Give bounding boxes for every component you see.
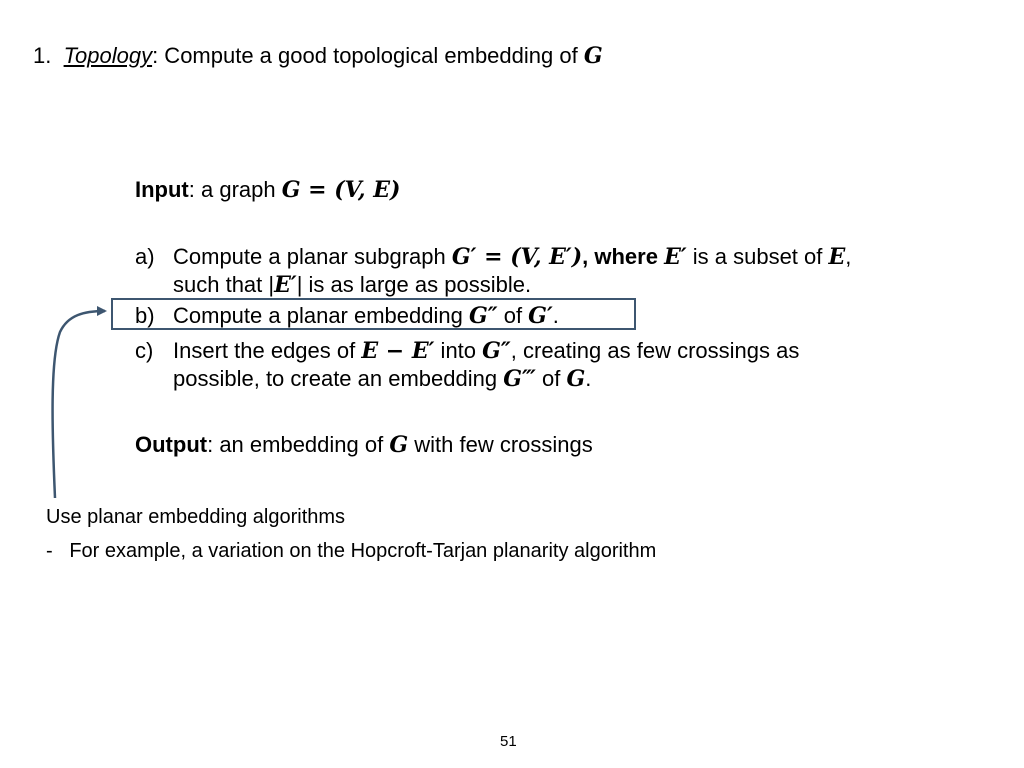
- heading-topic: Topology: [63, 43, 153, 68]
- output-text: : an embedding of: [207, 432, 390, 457]
- step-a-var2: E: [828, 244, 846, 270]
- heading-var: G: [583, 43, 603, 69]
- step-a-text: Compute a planar subgraph: [173, 244, 452, 269]
- step-b-text: Compute a planar embedding: [173, 303, 469, 328]
- step-c-formula: E − E′: [361, 338, 435, 364]
- step-c-line2-var: G‴: [503, 366, 536, 392]
- step-b-text3: .: [552, 303, 559, 328]
- step-b-text2: of: [497, 303, 529, 328]
- step-b-var2: G′: [528, 303, 553, 329]
- step-c-text3: , creating as few crossings as: [510, 338, 800, 363]
- step-c-text2: into: [434, 338, 483, 363]
- output-label: Output: [135, 432, 208, 457]
- input-formula: G = (V, E): [281, 177, 401, 203]
- step-b-label: b): [135, 303, 155, 328]
- arrow-curve: [53, 311, 105, 498]
- step-c-label: c): [135, 338, 154, 363]
- step-a-label: a): [135, 244, 155, 269]
- output-text2: with few crossings: [408, 432, 593, 457]
- step-c-line2-text: possible, to create an embedding: [173, 366, 504, 391]
- step-c-var: G″: [482, 338, 511, 364]
- output-var: G: [389, 432, 409, 458]
- page-number: 51: [500, 733, 517, 750]
- step-c-line2-text2: of: [535, 366, 567, 391]
- heading-text: : Compute a good topological embedding of: [152, 43, 584, 68]
- step-a-line2-text: such that |: [173, 272, 275, 297]
- note-line1: Use planar embedding algorithms: [46, 506, 346, 528]
- step-a-formula: G′ = (V, E′): [451, 244, 583, 270]
- input-text: : a graph: [188, 177, 282, 202]
- heading-number: 1.: [33, 43, 52, 68]
- step-b-var: G″: [468, 303, 498, 329]
- step-a-var: E′: [664, 244, 687, 270]
- step-a-line2-text2: | is as large as possible.: [296, 272, 532, 297]
- step-c-line2-text3: .: [585, 366, 592, 391]
- step-c-text: Insert the edges of: [173, 338, 362, 363]
- step-a-text4: ,: [845, 244, 852, 269]
- step-a-text2: , where: [582, 244, 665, 269]
- input-label: Input: [135, 177, 189, 202]
- step-c-line2-var2: G: [566, 366, 586, 392]
- step-a-text3: is a subset of: [686, 244, 829, 269]
- step-a-line2-var: E′: [274, 272, 297, 298]
- note-line2: - For example, a variation on the Hopcroft-Tarjan planarity algorithm: [46, 540, 657, 562]
